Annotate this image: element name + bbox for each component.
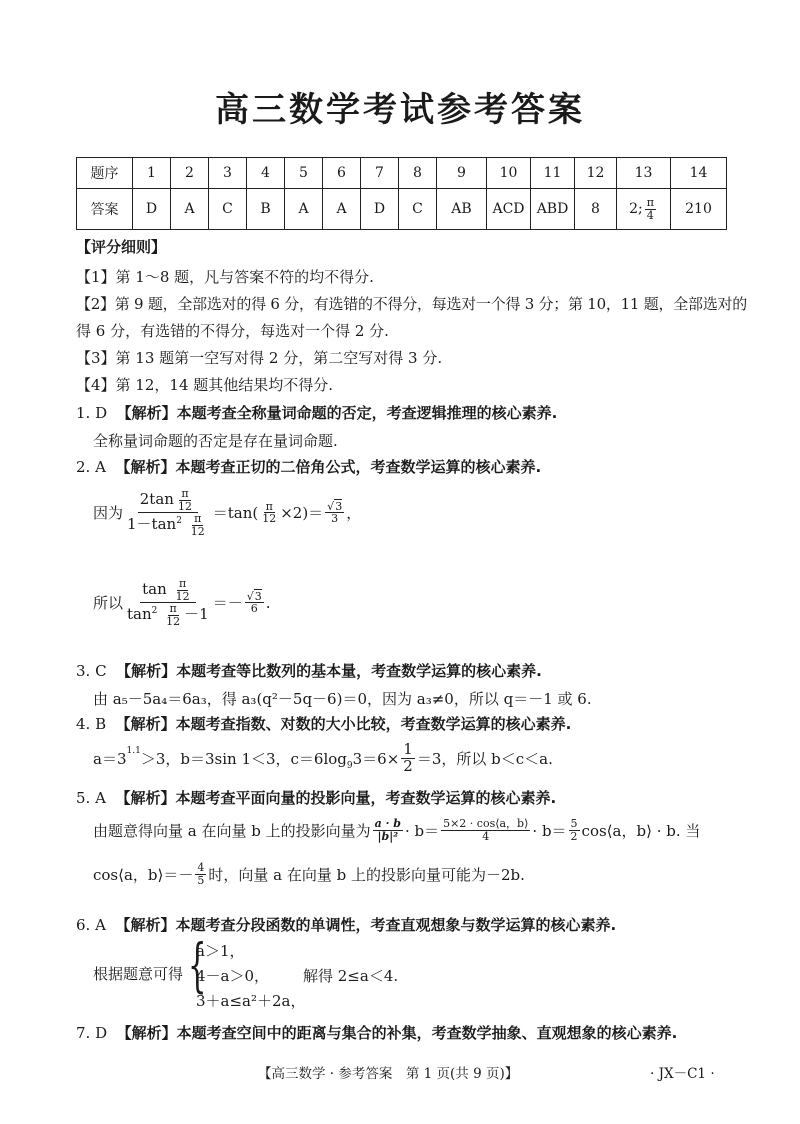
table-cell: AB xyxy=(437,189,487,230)
table-cell: D xyxy=(133,189,171,230)
table-cell: 5 xyxy=(285,158,323,189)
rule-2-line-1: 【2】第 9 题，全部选对的得 6 分，有选错的不得分，每选对一个得 3 分；第 10，11 题，全部选对的 xyxy=(76,295,747,313)
rule-2-line-2: 得 6 分，有选错的不得分，每选对一个得 2 分. xyxy=(76,322,389,340)
fraction: 2tan $\frac{\pi}{12}$ $1-\tan^2$ $\frac{\pi}{12}$ xyxy=(127,487,205,538)
q4-body: a＝3 $^{1.1}$ ＞3，b＝3sin 1＜3，c＝6log $_9$ 3＝6× $\frac{1}{2}$ ＝3，所以 b＜c＜a. xyxy=(93,740,553,775)
q2-formula-1: 因为 2tan $\frac{\pi}{12}$ $1-\tan^2$ $\frac{\pi}{12}$ ＝tan( $\frac{\pi}{12}$ ×2)＝ $\frac{√3}{3}$ ， xyxy=(93,487,362,538)
table-cell: 8 xyxy=(399,158,437,189)
q4-label: 4. B xyxy=(76,715,107,733)
rule-1: 【1】第 1～8 题，凡与答案不符的均不得分. xyxy=(76,268,374,286)
q1-analysis: 【解析】本题考查全称量词命题的否定，考查逻辑推理的核心素养. xyxy=(116,404,558,422)
q6-label: 6. A xyxy=(76,916,106,934)
answer-table xyxy=(76,157,727,230)
q2-analysis: 【解析】本题考查正切的二倍角公式，考查数学运算的核心素养. xyxy=(115,458,542,476)
page-title: 高三数学考试参考答案 xyxy=(215,90,585,130)
table-cell: 1 xyxy=(133,158,171,189)
q2-label: 2. A xyxy=(76,458,106,476)
q6-result: 解得 2≤a＜4. xyxy=(303,967,399,985)
table-cell: ABD xyxy=(531,189,575,230)
table-cell: 13 xyxy=(617,158,671,189)
footer-page-info: 【高三数学 · 参考答案 第 1 页(共 9 页)】 xyxy=(258,1066,519,1082)
q1-header xyxy=(76,402,557,423)
q6-analysis: 【解析】本题考查分段函数的单调性，考查直观想象与数学运算的核心素养. xyxy=(115,916,617,934)
q1-body: 全称量词命题的否定是存在量词命题. xyxy=(93,432,338,450)
q6-header xyxy=(76,914,616,935)
q7-label: 7. D xyxy=(76,1024,108,1042)
table-row-header: 题序 xyxy=(77,158,133,189)
q7-header xyxy=(76,1022,677,1043)
fraction: tan $\frac{\pi}{12}$ $\tan^2$ $\frac{\pi}{12}$ －1 xyxy=(127,577,209,628)
q4-analysis: 【解析】本题考查指数、对数的大小比较，考查数学运算的核心素养. xyxy=(115,715,572,733)
q3-label: 3. C xyxy=(76,662,107,680)
rule-3: 【3】第 13 题第一空写对得 2 分，第二空写对得 3 分. xyxy=(76,349,443,367)
table-cell: D xyxy=(361,189,399,230)
table-cell: 7 xyxy=(361,158,399,189)
q5-label: 5. A xyxy=(76,789,106,807)
table-cell: ACD xyxy=(487,189,531,230)
q5-body-2: cos⟨a，b⟩＝－ $\frac{4}{5}$ 时，向量 a 在向量 b 上的投影向量可能为－2b. xyxy=(93,861,525,887)
table-row-header: 答案 xyxy=(77,189,133,230)
q7-analysis: 【解析】本题考查空间中的距离与集合的补集，考查数学抽象、直观想象的核心素养. xyxy=(116,1024,678,1042)
q6-pre: 根据题意可得 xyxy=(93,965,184,983)
table-cell: 3 xyxy=(209,158,247,189)
rules-heading: 【评分细则】 xyxy=(76,238,167,256)
q6-condition-3: 3＋a≤a²＋2a， xyxy=(196,992,306,1010)
q3-body: 由 a₅－5a₄＝6a₃，得 a₃(q²－5q－6)＝0，因为 a₃≠0，所以 q＝－1 或 6. xyxy=(93,690,592,708)
table-cell: 6 xyxy=(323,158,361,189)
table-cell: 8 xyxy=(575,189,617,230)
table-cell-q13 xyxy=(617,189,671,230)
table-cell: A xyxy=(171,189,209,230)
q4-header xyxy=(76,713,571,734)
table-cell: C xyxy=(399,189,437,230)
rule-4: 【4】第 12，14 题其他结果均不得分. xyxy=(76,376,334,394)
table-cell: 12 xyxy=(575,158,617,189)
q13-fraction: $\frac{\pi}{4}$ xyxy=(646,195,654,222)
q2-formula-2: 所以 tan $\frac{\pi}{12}$ $\tan^2$ $\frac{\pi}{12}$ －1 ＝－ $\frac{√3}{6}$ . xyxy=(93,577,271,628)
table-cell: 210 xyxy=(671,189,727,230)
q2-header xyxy=(76,456,541,477)
q1-label: 1. D xyxy=(76,404,108,422)
table-cell: A xyxy=(285,189,323,230)
q5-header xyxy=(76,787,556,808)
table-cell: 9 xyxy=(437,158,487,189)
table-cell: A xyxy=(323,189,361,230)
footer-code: · JX－C1 · xyxy=(650,1066,715,1082)
q6-condition-2: 4－a＞0， xyxy=(196,967,270,985)
table-cell: 10 xyxy=(487,158,531,189)
q6-condition-1: a＞1， xyxy=(196,942,245,960)
table-cell: 4 xyxy=(247,158,285,189)
q3-header xyxy=(76,660,542,681)
q13-answer: 2; xyxy=(629,201,643,217)
table-cell: 11 xyxy=(531,158,575,189)
table-cell: 2 xyxy=(171,158,209,189)
table-cell: B xyxy=(247,189,285,230)
brace-icon: { xyxy=(188,931,207,999)
table-cell: C xyxy=(209,189,247,230)
q5-analysis: 【解析】本题考查平面向量的投影向量，考查数学运算的核心素养. xyxy=(115,789,557,807)
table-row-answers xyxy=(77,189,727,230)
q5-body-1: 由题意得向量 a 在向量 b 上的投影向量为 $\frac{a \cdot b}{\text{|b|²}}$ · b＝ $\frac{5\times 2 \cdot \cos⟨a,b⟩}{4}$ · b＝ $\frac{5}{2}$ cos⟨a，b⟩ · b. 当 xyxy=(93,817,701,843)
table-cell: 14 xyxy=(671,158,727,189)
q3-analysis: 【解析】本题考查等比数列的基本量，考查数学运算的核心素养. xyxy=(116,662,542,680)
table-row-numbers xyxy=(77,158,727,189)
